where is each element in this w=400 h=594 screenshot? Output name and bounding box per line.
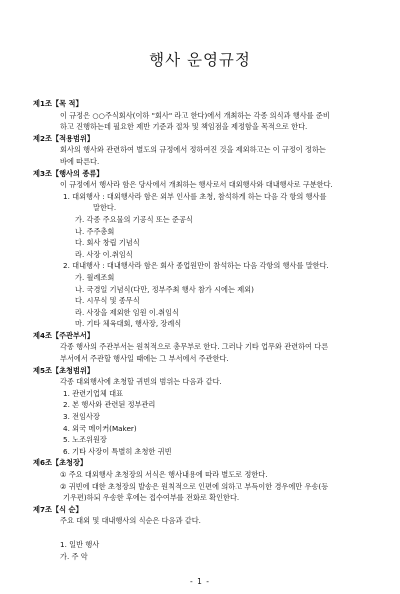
article-heading: 제2조【적용범위】 [33,133,95,143]
page-number: - 1 - [190,577,210,586]
list-item: ② 귀빈에 대한 초청장의 발송은 원칙적으로 인편에 의하고 부득이한 경우에만 우송(등 [60,481,329,491]
sub-list-item: 나. 주주총회 [75,226,115,236]
paragraph-line: 하고 진행하는데 필요한 제반 기준과 절차 및 책임점을 제정함을 목적으로 한다. [60,122,308,132]
sub-list-item: 라. 사장을 제외한 임원 이.취임식 [75,307,179,317]
article-heading: 제6조【초청장】 [33,458,88,468]
sub-list-item: 가. 주 악 [60,551,88,561]
list-item: 1. 관련기업체 대표 [63,388,124,398]
list-item: 2. 본 행사와 관련된 정부관리 [63,400,156,410]
paragraph-line: 부서에서 주관할 행사일 때에는 그 부서에서 주관한다. [60,354,229,364]
list-item-continuation: 기우편)하되 우송한 후에는 접수여부를 전화로 확인한다. [63,493,240,503]
article-3 [33,168,378,330]
article-heading: 제7조【식 순】 [33,504,83,514]
sub-list-item: 다. 시무식 및 종무식 [75,296,140,306]
article-heading: 제1조【목 적】 [33,99,83,108]
sub-list-item: 나. 국경일 기념식(다만, 정부주최 행사 참가 시에는 제외) [75,284,254,294]
sub-list-item: 마. 기타 체육대회, 행사장, 장례식 [75,319,182,329]
list-item: 5. 노조위원장 [63,435,107,445]
list-item: 2. 대내행사 : 대내행사라 함은 회사 종업원만이 참석하는 다음 각항의 행사를 말한다. [63,261,329,271]
list-item: 4. 외국 메이커(Maker) [63,423,137,433]
article-6 [33,457,378,503]
paragraph-line: 이 규정에서 행사라 함은 당사에서 개최하는 행사로서 대외행사와 대내행사로 구분한다. [60,180,333,190]
list-item: 3. 전임사장 [63,412,100,422]
list-item: 6. 기타 사장이 특별히 초청한 귀빈 [63,446,172,456]
paragraph-line: 회사의 행사와 관련하여 별도의 규정에서 정하여진 것을 제외하고는 이 규정이 정하는 [60,145,326,155]
list-item: 1. 일반 행사 [60,539,100,549]
paragraph-line: 바에 따른다. [60,156,100,166]
article-2 [33,133,378,168]
article-1 [33,98,378,133]
article-heading: 제5조【초청범위】 [33,365,95,375]
sub-list-item: 가. 각종 주요물의 기공식 또는 준공식 [75,214,193,224]
article-heading: 제4조【주관부서】 [33,330,95,340]
article-7 [33,504,378,562]
document-body [33,98,378,562]
paragraph-line: 이 규정은 ○○주식회사(이하 "회사" 라고 한다)에서 개최하는 각종 의식과 행사를 준비 [60,110,330,120]
sub-list-item: 다. 회사 창립 기념식 [75,238,140,248]
list-item: ① 주요 대외행사 초청장의 서식은 행사내용에 따라 별도로 정한다. [60,470,268,479]
article-5 [33,365,378,458]
article-heading: 제3조【행사의 종류】 [33,168,104,178]
article-4 [33,330,378,365]
sub-list-item: 가. 월례조회 [75,272,115,282]
list-item: 1. 대외행사 : 대외행사라 함은 외부 인사를 초청, 참석하게 하는 다음 각 항의 행사를 [63,191,327,201]
document-title: 행사 운영규정 [149,51,251,69]
paragraph-line: 주요 대외 및 대내행사의 식순은 다음과 같다. [60,516,201,526]
paragraph-line: 각종 행사의 주관부서는 원칙적으로 총무부로 한다. 그러나 기타 업무와 관련하여 다른 [60,342,329,352]
list-item-continuation: 말한다. [93,203,117,213]
paragraph-line: 각종 대외행사에 초청할 귀빈의 범위는 다음과 같다. [60,377,222,387]
sub-list-item: 라. 사장 이.취임식 [75,249,133,259]
